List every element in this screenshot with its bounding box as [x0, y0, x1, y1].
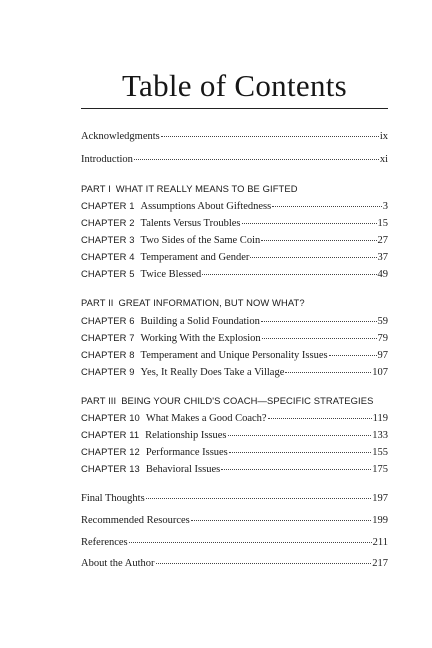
entry-page: 211 — [372, 537, 388, 548]
leader-dots — [242, 223, 377, 224]
chapter-title: Temperament and Unique Personality Issues — [140, 350, 328, 361]
entry-page: 107 — [372, 367, 388, 378]
entry-page: 79 — [377, 333, 388, 344]
entry-page: ix — [379, 131, 388, 142]
chapter-title: Twice Blessed — [140, 269, 202, 280]
page-title: Table of Contents — [121, 68, 348, 103]
leader-dots — [129, 542, 372, 543]
part-label: PART III — [81, 395, 117, 406]
part-heading-1 — [81, 182, 388, 195]
chapter-title: Two Sides of the Same Coin — [140, 235, 261, 246]
part-title: WHAT IT REALLY MEANS TO BE GIFTED — [115, 183, 298, 194]
entry-page: 3 — [382, 201, 388, 212]
leader-dots — [191, 520, 371, 521]
part-label: PART II — [81, 297, 114, 308]
entry-page: 199 — [372, 515, 388, 526]
leader-dots — [221, 469, 371, 470]
chapter-label: CHAPTER 5 — [81, 268, 135, 279]
entry-label: Acknowledgments — [81, 131, 160, 142]
toc-entry-chapter-10[interactable] — [81, 411, 388, 425]
chapter-label: CHAPTER 8 — [81, 349, 135, 360]
entry-page: 217 — [372, 558, 388, 569]
entry-page: xi — [379, 154, 388, 165]
toc-entry-references[interactable] — [81, 536, 388, 549]
leader-dots — [250, 257, 376, 258]
chapter-title: Working With the Explosion — [140, 333, 261, 344]
chapter-title: Relationship Issues — [145, 430, 227, 441]
part-title: BEING YOUR CHILD'S COACH—SPECIFIC STRATEGIES — [121, 395, 374, 406]
toc-entry-chapter-12[interactable] — [81, 445, 388, 459]
chapter-label: CHAPTER 9 — [81, 366, 135, 377]
chapter-label: CHAPTER 13 — [81, 463, 140, 474]
leader-dots — [229, 452, 371, 453]
entry-page: 119 — [372, 413, 388, 424]
chapter-label: CHAPTER 2 — [81, 217, 135, 228]
entry-page: 155 — [372, 447, 388, 458]
toc-entry-chapter-3[interactable] — [81, 233, 388, 247]
leader-dots — [262, 338, 377, 339]
leader-dots — [261, 240, 376, 241]
toc-entry-chapter-2[interactable] — [81, 216, 388, 230]
toc-entry-chapter-5[interactable] — [81, 267, 388, 281]
chapter-title: Yes, It Really Does Take a Village — [140, 367, 285, 378]
leader-dots — [146, 498, 372, 499]
entry-page: 49 — [377, 269, 388, 280]
chapter-label: CHAPTER 11 — [81, 429, 140, 440]
toc-entry-chapter-13[interactable] — [81, 462, 388, 476]
leader-dots — [228, 435, 372, 436]
entry-label: Introduction — [81, 154, 133, 165]
toc-entry-final-thoughts[interactable] — [81, 492, 388, 505]
part-heading-2 — [81, 296, 388, 309]
toc-entry-chapter-7[interactable] — [81, 331, 388, 345]
part-title: GREAT INFORMATION, BUT NOW WHAT? — [118, 297, 305, 308]
chapter-title: Building a Solid Foundation — [140, 316, 260, 327]
chapter-label: CHAPTER 6 — [81, 315, 135, 326]
entry-page: 197 — [372, 493, 388, 504]
leader-dots — [161, 136, 379, 137]
entry-label: References — [81, 537, 128, 548]
toc-page — [81, 0, 388, 648]
toc-entry-chapter-1[interactable] — [81, 199, 388, 213]
title-rule — [81, 108, 388, 109]
chapter-label: CHAPTER 1 — [81, 200, 135, 211]
toc-entry-recommended-resources[interactable] — [81, 514, 388, 527]
toc-entry-acknowledgments[interactable] — [81, 130, 388, 143]
toc-entry-about-the-author[interactable] — [81, 557, 388, 570]
chapter-title: Temperament and Gender — [140, 252, 250, 263]
entry-label: About the Author — [81, 558, 155, 569]
toc-entry-chapter-6[interactable] — [81, 314, 388, 328]
entry-page: 97 — [377, 350, 388, 361]
toc-entry-chapter-9[interactable] — [81, 365, 388, 379]
chapter-label: CHAPTER 10 — [81, 412, 140, 423]
entry-page: 37 — [377, 252, 388, 263]
chapter-title: What Makes a Good Coach? — [145, 413, 267, 424]
entry-label: Recommended Resources — [81, 515, 190, 526]
chapter-label: CHAPTER 3 — [81, 234, 135, 245]
entry-page: 15 — [377, 218, 388, 229]
toc-entry-chapter-11[interactable] — [81, 428, 388, 442]
part-heading-3 — [81, 394, 388, 407]
entry-page: 133 — [372, 430, 388, 441]
leader-dots — [156, 563, 372, 564]
leader-dots — [268, 418, 372, 419]
leader-dots — [329, 355, 377, 356]
part-label: PART I — [81, 183, 111, 194]
chapter-label: CHAPTER 7 — [81, 332, 135, 343]
chapter-title: Assumptions About Giftedness — [140, 201, 272, 212]
leader-dots — [272, 206, 382, 207]
toc-entry-introduction[interactable] — [81, 153, 388, 166]
entry-label: Final Thoughts — [81, 493, 145, 504]
chapter-label: CHAPTER 12 — [81, 446, 140, 457]
toc-entry-chapter-8[interactable] — [81, 348, 388, 362]
chapter-title: Performance Issues — [145, 447, 228, 458]
chapter-label: CHAPTER 4 — [81, 251, 135, 262]
chapter-title: Behavioral Issues — [145, 464, 221, 475]
leader-dots — [134, 159, 379, 160]
entry-page: 59 — [377, 316, 388, 327]
entry-page: 27 — [377, 235, 388, 246]
leader-dots — [202, 274, 376, 275]
leader-dots — [261, 321, 377, 322]
entry-page: 175 — [372, 464, 388, 475]
chapter-title: Talents Versus Troubles — [140, 218, 241, 229]
toc-entry-chapter-4[interactable] — [81, 250, 388, 264]
leader-dots — [285, 372, 371, 373]
